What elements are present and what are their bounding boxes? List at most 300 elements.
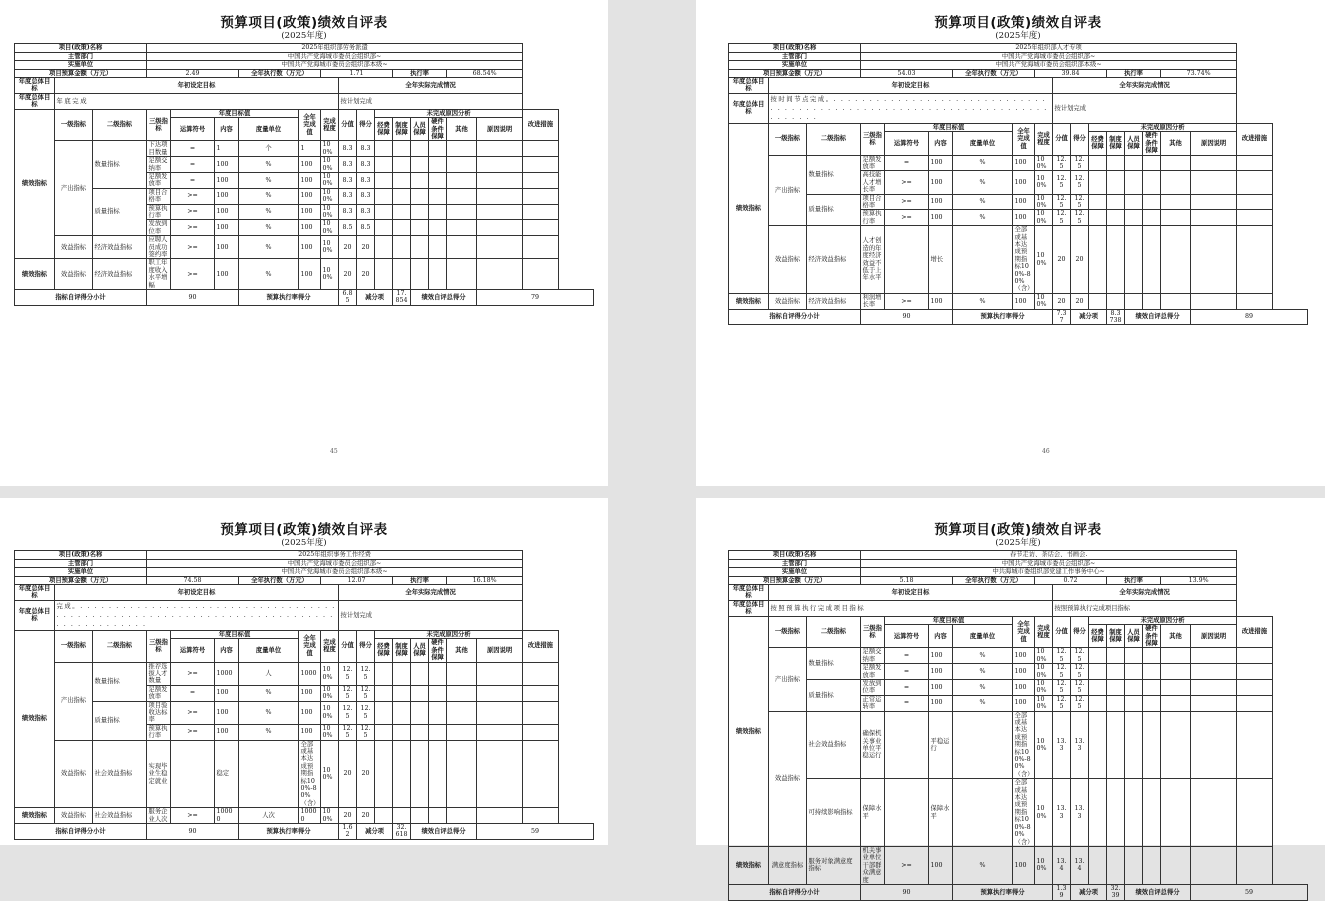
empty-cell: [1089, 779, 1107, 847]
indicator-unit: %: [953, 648, 1013, 664]
indicator-score: 12.5: [1053, 210, 1071, 226]
project-name-value: 2025年组织部劳务派遣: [147, 44, 523, 53]
indicator-name: 发放到位率: [147, 220, 171, 236]
indicator-degree: 100%: [321, 220, 339, 236]
indicator-done: 100: [299, 236, 321, 259]
empty-cell: [1125, 679, 1143, 695]
table-row: [729, 123, 1308, 132]
empty-cell: [1237, 171, 1272, 194]
rate-value: 73.74%: [1161, 69, 1237, 78]
empty-cell: [1191, 155, 1237, 171]
col-op: 运算符号: [885, 132, 929, 155]
executed-value: 1.71: [321, 69, 393, 78]
col-r4: 硬件条件保障: [429, 639, 447, 662]
table-row: [15, 44, 594, 53]
empty-cell: [1191, 171, 1237, 194]
empty-cell: [411, 685, 429, 701]
indicator-value: 100: [215, 188, 239, 204]
total-label: 绩效自评总得分: [411, 824, 477, 840]
col-target: 年度目标值: [885, 123, 1013, 132]
indicator-l2: 数量指标: [807, 155, 861, 194]
indicator-name: 利润增长率: [861, 293, 885, 309]
indicator-op: =: [885, 679, 929, 695]
indicator-op: >=: [171, 236, 215, 259]
indicator-score: 20: [339, 808, 357, 824]
empty-cell: [411, 740, 429, 808]
deduct-label: 减分项: [357, 824, 393, 840]
indicator-value: 稳定: [215, 740, 239, 808]
goal-text: 年底完成: [55, 93, 339, 109]
indicator-done: 10000: [299, 808, 321, 824]
indicator-l2: 社会效益指标: [93, 808, 147, 824]
indicator-l1: 满意度指标: [769, 846, 807, 884]
empty-cell: [1107, 226, 1125, 294]
col-unit: 度量单位: [239, 639, 299, 662]
document-page-2: [696, 0, 1325, 486]
col-got: 得分: [357, 109, 375, 141]
empty-cell: [1125, 695, 1143, 711]
empty-cell: [1237, 679, 1272, 695]
col-content: 内容: [929, 625, 953, 648]
col-r3: 人员保障: [1125, 625, 1143, 648]
indicator-done: 100: [1013, 846, 1035, 884]
actual-label: 全年实际完成情况: [339, 585, 523, 601]
indicator-score: 8.5: [339, 220, 357, 236]
deduct-value: 32.39: [1107, 884, 1125, 900]
indicator-unit: %: [953, 679, 1013, 695]
exec-score: 6.85: [339, 290, 357, 306]
rate-value: 68.54%: [447, 69, 523, 78]
indicator-degree: 100%: [321, 172, 339, 188]
col-content: 内容: [215, 118, 239, 141]
empty-cell: [429, 701, 447, 724]
empty-cell: [523, 204, 558, 220]
empty-cell: [393, 236, 411, 259]
indicator-got: 12.5: [1071, 210, 1089, 226]
table-row: [15, 824, 594, 840]
indicator-done: 100: [1013, 664, 1035, 680]
indicator-unit: %: [953, 846, 1013, 884]
indicator-done: 100: [299, 724, 321, 740]
empty-cell: [1125, 846, 1143, 884]
indicator-op: >=: [171, 701, 215, 724]
indicator-score: 12.5: [1053, 679, 1071, 695]
exec-score: 7.37: [1053, 309, 1071, 325]
col-deg: 完成程度: [1035, 616, 1053, 648]
empty-cell: [1107, 846, 1125, 884]
indicator-value: 100: [929, 664, 953, 680]
col-l1: 一级指标: [769, 123, 807, 155]
empty-cell: [1161, 226, 1191, 294]
empty-cell: [1237, 664, 1272, 680]
empty-cell: [523, 141, 558, 157]
exec-score-label: 预算执行率得分: [239, 290, 339, 306]
empty-cell: [1143, 779, 1161, 847]
empty-cell: [1107, 664, 1125, 680]
col-unit: 度量单位: [953, 625, 1013, 648]
empty-cell: [1089, 648, 1107, 664]
indicator-op: =: [885, 648, 929, 664]
indicator-score: 12.5: [339, 724, 357, 740]
empty-cell: [375, 740, 393, 808]
empty-cell: [1089, 695, 1107, 711]
empty-cell: [1107, 194, 1125, 210]
indicator-name: 预算执行率: [147, 204, 171, 220]
indicator-degree: 100%: [321, 724, 339, 740]
executed-label: 全年执行数（万元）: [953, 69, 1035, 78]
annual-goal-label: 年度总体目标: [729, 78, 769, 94]
indicator-value: 10000: [215, 808, 239, 824]
indicator-unit: %: [953, 171, 1013, 194]
indicator-value: 100: [929, 293, 953, 309]
indicator-done: 100: [299, 172, 321, 188]
col-l2: 二级指标: [807, 123, 861, 155]
col-reason: 未完成原因分析: [375, 109, 523, 118]
indicator-degree: 100%: [321, 685, 339, 701]
indicator-name: 服务企业人次: [147, 808, 171, 824]
indicator-degree: 100%: [321, 808, 339, 824]
dept-label: 主管部门: [729, 52, 861, 61]
indicator-got: 8.3: [357, 172, 375, 188]
impl-label: 实施单位: [15, 61, 147, 70]
col-improve: 改进措施: [523, 109, 558, 141]
empty-cell: [1191, 846, 1237, 884]
empty-cell: [411, 808, 429, 824]
table-row: [15, 259, 594, 290]
table-row: [729, 884, 1308, 900]
total-value: 79: [477, 290, 594, 306]
indicator-l1: 效益指标: [769, 226, 807, 294]
empty-cell: [1191, 648, 1237, 664]
indicator-done: 全部或基本达成预期指标100%-80%（含）: [1014, 779, 1034, 846]
empty-cell: [1143, 648, 1161, 664]
empty-cell: [1143, 171, 1161, 194]
empty-cell: [429, 724, 447, 740]
dept-value: 中国共产党海城市委员会组织部~: [147, 559, 523, 568]
empty-cell: [1089, 155, 1107, 171]
annual-goal-label: 年度总体目标: [729, 93, 769, 123]
actual-text: 按计划完成: [339, 93, 523, 109]
indicator-score: 12.5: [339, 685, 357, 701]
project-name-value: 2025年组织事务工作经费: [147, 551, 523, 560]
col-l3: 三级指标: [861, 123, 885, 155]
indicator-name: 机关事业单位干部群众满意度: [861, 846, 885, 884]
project-name-label: 项目(政策)名称: [15, 44, 147, 53]
indicator-done: 100: [299, 259, 321, 290]
total-value: 89: [1191, 309, 1308, 325]
empty-cell: [1143, 194, 1161, 210]
table-row: [15, 78, 594, 94]
empty-cell: [375, 157, 393, 173]
empty-cell: [375, 236, 393, 259]
indicator-op: =: [885, 155, 929, 171]
indicator-value: 100: [215, 259, 239, 290]
empty-cell: [477, 188, 523, 204]
empty-cell: [411, 220, 429, 236]
empty-cell: [1107, 210, 1125, 226]
col-score: 分值: [339, 630, 357, 662]
indicator-got: 13.3: [1071, 779, 1089, 847]
empty-cell: [1237, 846, 1272, 884]
indicator-value: 100: [929, 679, 953, 695]
executed-label: 全年执行数（万元）: [239, 69, 321, 78]
table-row: [729, 226, 1308, 294]
table-row: [15, 61, 594, 70]
indicator-score: 12.5: [1053, 194, 1071, 210]
indicator-l2: 质量指标: [93, 701, 147, 740]
indicator-l2: 服务对象满意度指标: [807, 846, 861, 884]
sum-score: 90: [147, 290, 239, 306]
col-unit: 度量单位: [953, 132, 1013, 155]
col-r2: 制度保障: [393, 118, 411, 141]
executed-label: 全年执行数（万元）: [953, 576, 1035, 585]
col-r5: 其他: [1161, 132, 1191, 155]
empty-cell: [1143, 679, 1161, 695]
indicator-unit: 人: [239, 662, 299, 685]
empty-cell: [1237, 155, 1272, 171]
indicator-got: 20: [357, 236, 375, 259]
indicator-got: 20: [357, 808, 375, 824]
col-got: 得分: [1071, 616, 1089, 648]
empty-cell: [447, 724, 477, 740]
col-r2: 制度保障: [393, 639, 411, 662]
indicator-unit: %: [239, 685, 299, 701]
indicator-score: 20: [1053, 293, 1071, 309]
indicator-op: >=: [885, 846, 929, 884]
indicator-name: 发放到位率: [861, 679, 885, 695]
empty-cell: [411, 259, 429, 290]
rate-label: 执行率: [393, 576, 447, 585]
dept-label: 主管部门: [729, 559, 861, 568]
empty-cell: [393, 808, 411, 824]
indicator-got: 12.5: [1071, 155, 1089, 171]
empty-cell: [429, 188, 447, 204]
indicator-name: 预算执行率: [147, 724, 171, 740]
empty-cell: [1161, 711, 1191, 779]
indicator-name: 足额发放率: [861, 664, 885, 680]
dept-value: 中国共产党海城市委员会组织部~: [861, 52, 1237, 61]
indicator-name: 保障水平: [861, 779, 885, 847]
empty-cell: [393, 701, 411, 724]
empty-cell: [477, 685, 523, 701]
col-improve: 改进措施: [523, 630, 558, 662]
empty-cell: [393, 157, 411, 173]
total-label: 绩效自评总得分: [1125, 309, 1191, 325]
impl-value: 中国共产党海城市委员会组织部本级~: [147, 61, 523, 70]
empty-cell: [523, 701, 558, 724]
indicator-degree: 100%: [321, 204, 339, 220]
dept-label: 主管部门: [15, 52, 147, 61]
indicator-unit: %: [953, 293, 1013, 309]
indicator-degree: 100%: [321, 662, 339, 685]
table-row: [729, 616, 1308, 625]
indicator-l2: 社会效益指标: [807, 711, 861, 779]
indicator-done: 100: [299, 157, 321, 173]
exec-score-label: 预算执行率得分: [239, 824, 339, 840]
indicator-op: >=: [171, 724, 215, 740]
indicator-l2: 质量指标: [807, 679, 861, 711]
budget-value: 5.18: [861, 576, 953, 585]
table-row: [15, 576, 594, 585]
indicator-name: 推荐选拔人才数量: [147, 662, 171, 685]
indicator-value: 1000: [215, 662, 239, 685]
initial-goal-label: 年初设定目标: [55, 585, 339, 601]
actual-text: 按照预算执行完成项目指标: [1053, 600, 1237, 616]
empty-cell: [1143, 664, 1161, 680]
project-name-label: 项目(政策)名称: [729, 551, 861, 560]
col-r3: 人员保障: [411, 639, 429, 662]
executed-value: 39.84: [1035, 69, 1107, 78]
indicator-done: 100: [299, 204, 321, 220]
empty-cell: [1237, 293, 1272, 309]
empty-cell: [477, 204, 523, 220]
budget-label: 项目预算金额（万元）: [729, 576, 861, 585]
indicator-got: 12.5: [357, 662, 375, 685]
indicator-value: 100: [215, 724, 239, 740]
perf-label: 绩效指标: [729, 123, 769, 293]
empty-cell: [1191, 711, 1237, 779]
empty-cell: [477, 259, 523, 290]
empty-cell: [523, 220, 558, 236]
empty-cell: [375, 662, 393, 685]
indicator-name: 实现毕业生稳定就业: [147, 740, 171, 808]
empty-cell: [1237, 194, 1272, 210]
table-row: [15, 740, 594, 808]
table-row: [15, 568, 594, 577]
indicator-got: 8.3: [357, 204, 375, 220]
indicator-done: 100: [1013, 293, 1035, 309]
empty-cell: [1161, 846, 1191, 884]
table-row: [15, 188, 594, 204]
empty-cell: [429, 259, 447, 290]
initial-goal-label: 年初设定目标: [769, 585, 1053, 601]
indicator-name: 下达项目数量: [147, 141, 171, 157]
budget-value: 74.58: [147, 576, 239, 585]
empty-cell: [375, 172, 393, 188]
exec-score: 1.39: [1053, 884, 1071, 900]
indicator-done: 100: [1013, 155, 1035, 171]
indicator-op: [885, 779, 929, 847]
indicator-score: 20: [339, 259, 357, 290]
indicator-got: 12.5: [357, 724, 375, 740]
indicator-score: 12.5: [1053, 648, 1071, 664]
impl-label: 实施单位: [15, 568, 147, 577]
indicator-score: 12.5: [1053, 664, 1071, 680]
indicator-l2: 数量指标: [93, 662, 147, 701]
total-value: 59: [1191, 884, 1308, 900]
col-r2: 制度保障: [1107, 625, 1125, 648]
indicator-degree: 100%: [1035, 846, 1053, 884]
indicator-name: 人才创造的年度经济效益不低于上年水平: [861, 226, 885, 294]
indicator-name: 项目验收达标率: [147, 701, 171, 724]
col-done: 全年完成值: [299, 630, 321, 662]
deduct-label: 减分项: [357, 290, 393, 306]
actual-text: 按计划完成: [1053, 93, 1237, 123]
indicator-degree: 100%: [321, 141, 339, 157]
sum-score: 90: [861, 309, 953, 325]
empty-cell: [1089, 664, 1107, 680]
col-improve: 改进措施: [1237, 123, 1272, 155]
indicator-unit: %: [239, 172, 299, 188]
indicator-score: 8.3: [339, 188, 357, 204]
indicator-score: 12.5: [1053, 155, 1071, 171]
indicator-done: 1: [299, 141, 321, 157]
total-value: 59: [477, 824, 594, 840]
col-r6: 原因说明: [477, 118, 523, 141]
empty-cell: [1237, 779, 1272, 847]
indicator-unit: [953, 711, 1013, 779]
indicator-got: 13.3: [1071, 711, 1089, 779]
empty-cell: [429, 662, 447, 685]
indicator-got: 12.5: [1071, 664, 1089, 680]
col-r5: 其他: [447, 639, 477, 662]
indicator-done: 100: [1013, 171, 1035, 194]
col-deg: 完成程度: [1035, 123, 1053, 155]
indicator-degree: 100%: [1035, 155, 1053, 171]
document-page-1: [0, 0, 608, 486]
empty-cell: [523, 808, 558, 824]
indicator-l2: 质量指标: [93, 188, 147, 235]
indicator-l1: 效益指标: [55, 740, 93, 808]
indicator-name: 职工年度收入水平增幅: [147, 259, 171, 290]
empty-cell: [523, 188, 558, 204]
indicator-got: 20: [1071, 226, 1089, 294]
budget-value: 2.49: [147, 69, 239, 78]
indicator-degree: 100%: [1035, 210, 1053, 226]
indicator-name: 应聘人员成功签约率: [147, 236, 171, 259]
empty-cell: [411, 157, 429, 173]
indicator-l1: 效益指标: [769, 711, 807, 846]
indicator-op: [171, 740, 215, 808]
empty-cell: [1237, 695, 1272, 711]
empty-cell: [411, 172, 429, 188]
empty-cell: [1089, 711, 1107, 779]
indicator-value: 平稳运行: [929, 711, 953, 779]
project-name-value: 春节走访、茶话会、书画会.: [861, 551, 1237, 560]
empty-cell: [477, 808, 523, 824]
table-row: [729, 52, 1308, 61]
indicator-got: 8.5: [357, 220, 375, 236]
empty-cell: [393, 220, 411, 236]
rate-value: 13.9%: [1161, 576, 1237, 585]
indicator-value: 保障水平: [929, 779, 953, 847]
indicator-op: =: [171, 172, 215, 188]
empty-cell: [411, 701, 429, 724]
indicator-score: 13.3: [1053, 711, 1071, 779]
empty-cell: [1107, 293, 1125, 309]
empty-cell: [375, 188, 393, 204]
sheet-title: 预算项目(政策)绩效自评表: [934, 15, 1102, 31]
empty-cell: [447, 188, 477, 204]
rate-label: 执行率: [1107, 576, 1161, 585]
eval-sheet-4: [728, 522, 1308, 901]
empty-cell: [1107, 679, 1125, 695]
annual-goal-label: 年度总体目标: [15, 78, 55, 94]
indicator-done: 100: [1013, 194, 1035, 210]
indicator-l2: 社会效益指标: [93, 740, 147, 808]
empty-cell: [447, 236, 477, 259]
col-l3: 三级指标: [147, 630, 171, 662]
indicator-got: 12.5: [1071, 648, 1089, 664]
exec-score: 1.62: [339, 824, 357, 840]
sheet-year: (2025年度): [995, 31, 1041, 41]
empty-cell: [393, 662, 411, 685]
col-target: 年度目标值: [885, 616, 1013, 625]
indicator-op: >=: [885, 171, 929, 194]
table-row: [729, 78, 1308, 94]
empty-cell: [477, 236, 523, 259]
empty-cell: [1161, 155, 1191, 171]
